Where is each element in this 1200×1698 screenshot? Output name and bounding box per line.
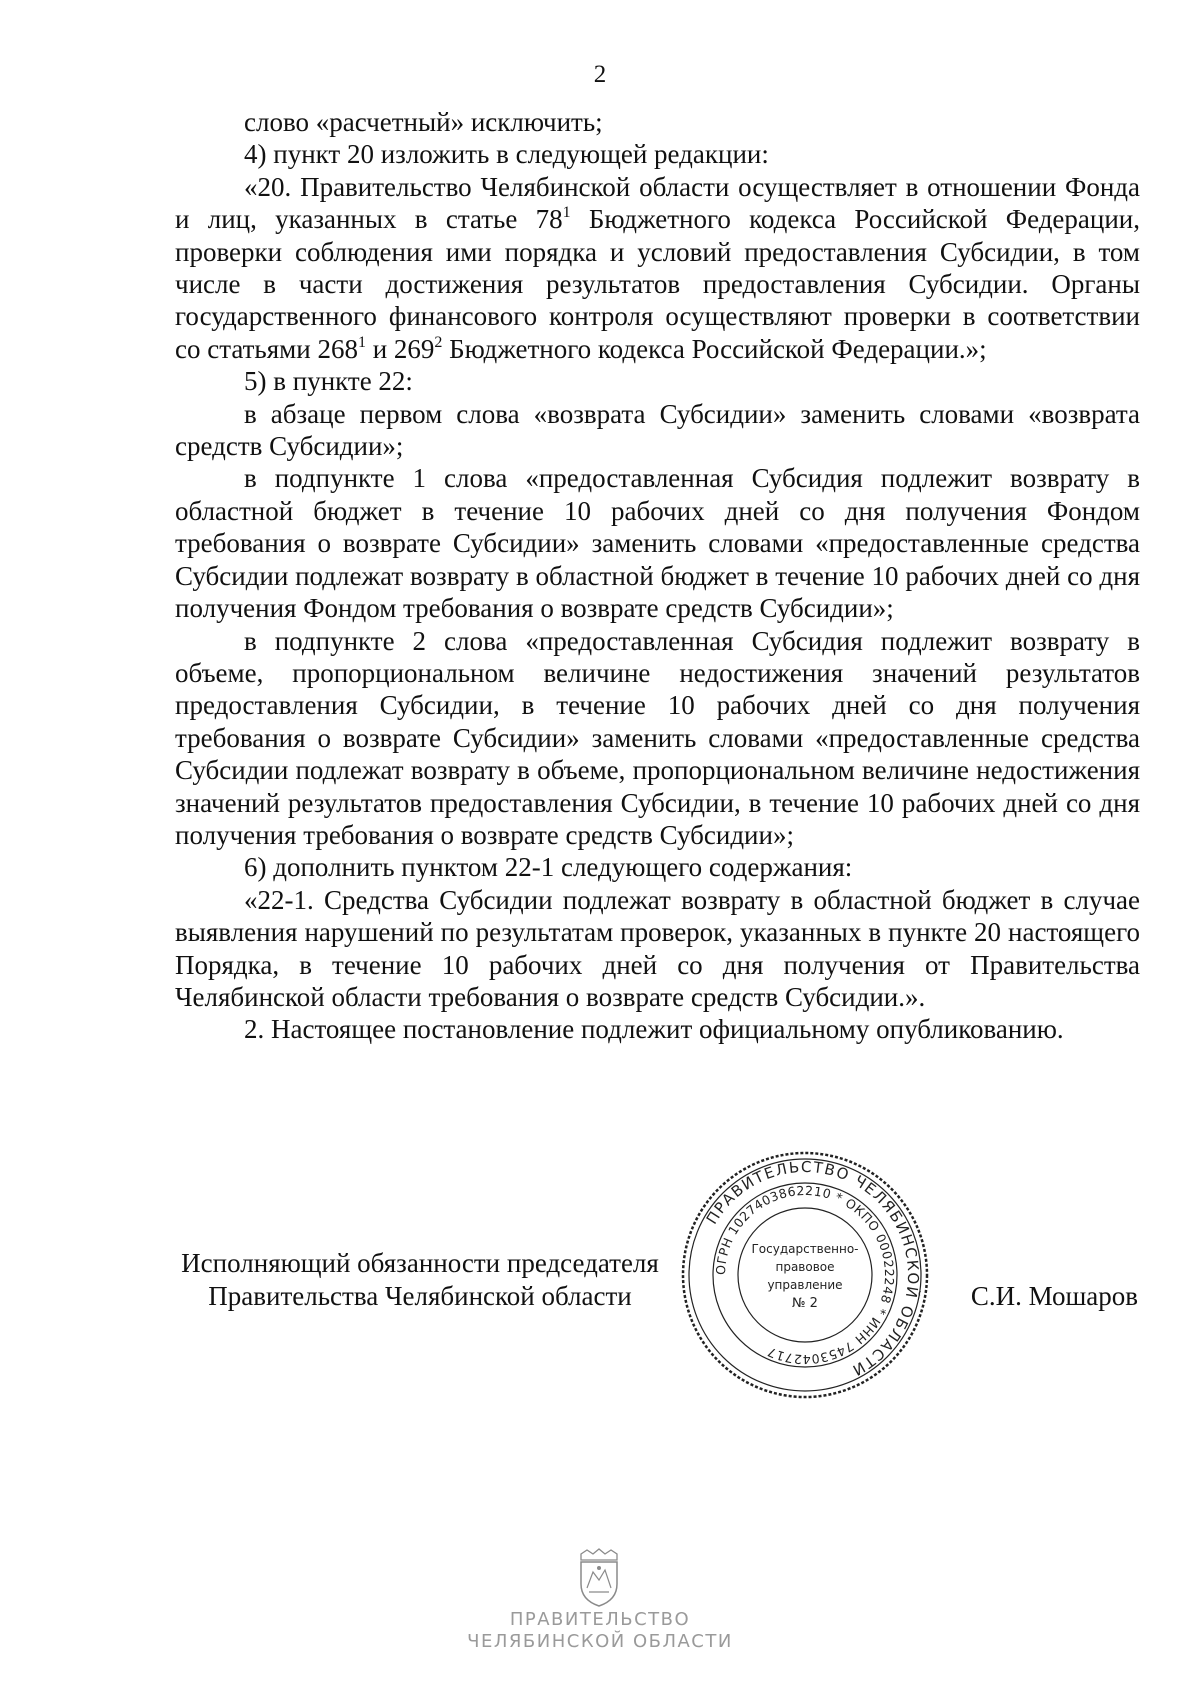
document-body (175, 106, 1140, 1046)
paragraph: «22-1. Средства Субсидии подлежат возврату в областной бюджет в случае выявления нарушений по результатам проверок, указанных в пункте 20 настоящего Порядка, в течение 10 рабочих дней со дня получения от Правительства Челябинской области требования о возврате средств Субсидии.». (175, 884, 1140, 1012)
paragraph-text-part: и 269 (365, 333, 435, 364)
seal-outer-text: ПРАВИТЕЛЬСТВО ЧЕЛЯБИНСКОЙ ОБЛАСТИ (702, 1157, 923, 1380)
paragraph: 4) пункт 20 изложить в следующей редакции: (244, 139, 769, 170)
seal-center-text: правовое (775, 1260, 835, 1274)
seal-ring-text: ОГРН 1027403862210 * ОКПО 00022248 * ИНН 7453042717 (712, 1182, 898, 1368)
footer-org-line: ЧЕЛЯБИНСКОЙ ОБЛАСТИ (467, 1631, 733, 1652)
footer-org-line: ПРАВИТЕЛЬСТВО (509, 1609, 691, 1630)
superscript: 2 (434, 333, 443, 351)
signatory-name: С.И. Мошаров (970, 1281, 1138, 1311)
page-number: 2 (593, 61, 607, 88)
position-line: Исполняющий обязанности председателя (181, 1248, 659, 1278)
seal-center-text: Государственно- (751, 1242, 859, 1256)
coat-of-arms-icon (573, 1548, 625, 1608)
paragraph: в абзаце первом слова «возврата Субсидии» заменить словами «возврата средств Субсидии»; (175, 398, 1140, 462)
position-line: Правительства Челябинской области (208, 1281, 632, 1311)
paragraph-text-part: Бюджетного кодекса Российской Федерации, проверки соблюдения ими порядка и условий предоставления Субсидии, в том числе в части достижения результатов предоставления Субсидии. Органы государственного финансового контроля осуществляют проверки в соответствии со статьями 268 (175, 204, 1140, 364)
official-seal-stamp (675, 1145, 935, 1405)
paragraph: слово «расчетный» исключить; (244, 107, 603, 137)
paragraph-20-text (175, 171, 1140, 365)
seal-center-text: № 2 (792, 1296, 818, 1311)
paragraph: в подпункте 1 слова «предоставленная Субсидия подлежит возврату в областной бюджет в течение 10 рабочих дней со дня получения Фондом требования о возврате Субсидии» заменить словами «предоставленные средства Субсидии подлежат возврату в областной бюджет в течение 10 рабочих дней со дня получения Фондом требования о возврате средств Субсидии»; (175, 463, 1140, 624)
signatory-position (175, 1247, 665, 1313)
paragraph-text-part: «20. Правительство Челябинской области осуществляет в отношении Фонда и лиц, указанных в статье 78 (175, 171, 1140, 235)
seal-center-ring (738, 1208, 872, 1342)
paragraph: 6) дополнить пунктом 22-1 следующего содержания: (244, 852, 853, 883)
seal-center-text: управление (767, 1278, 843, 1292)
paragraph-text-part: Бюджетного кодекса Российской Федерации.»; (442, 333, 987, 364)
footer-organization-name (0, 1609, 1200, 1653)
paragraph: 5) в пункте 22: (244, 366, 413, 397)
superscript: 1 (357, 333, 366, 351)
paragraph: в подпункте 2 слова «предоставленная Субсидия подлежит возврату в объеме, пропорциональном величине недостижения значений результатов предоставления Субсидии, в течение 10 рабочих дней со дня получения требования о возврате Субсидии» заменить словами «предоставленные средства Субсидии подлежат возврату в объеме, пропорциональном величине недостижения значений результатов предоставления Субсидии, в течение 10 рабочих дней со дня получения требования о возврате средств Субсидии»; (175, 625, 1140, 850)
superscript: 1 (562, 204, 571, 222)
paragraph: 2. Настоящее постановление подлежит официальному опубликованию. (244, 1014, 1064, 1045)
